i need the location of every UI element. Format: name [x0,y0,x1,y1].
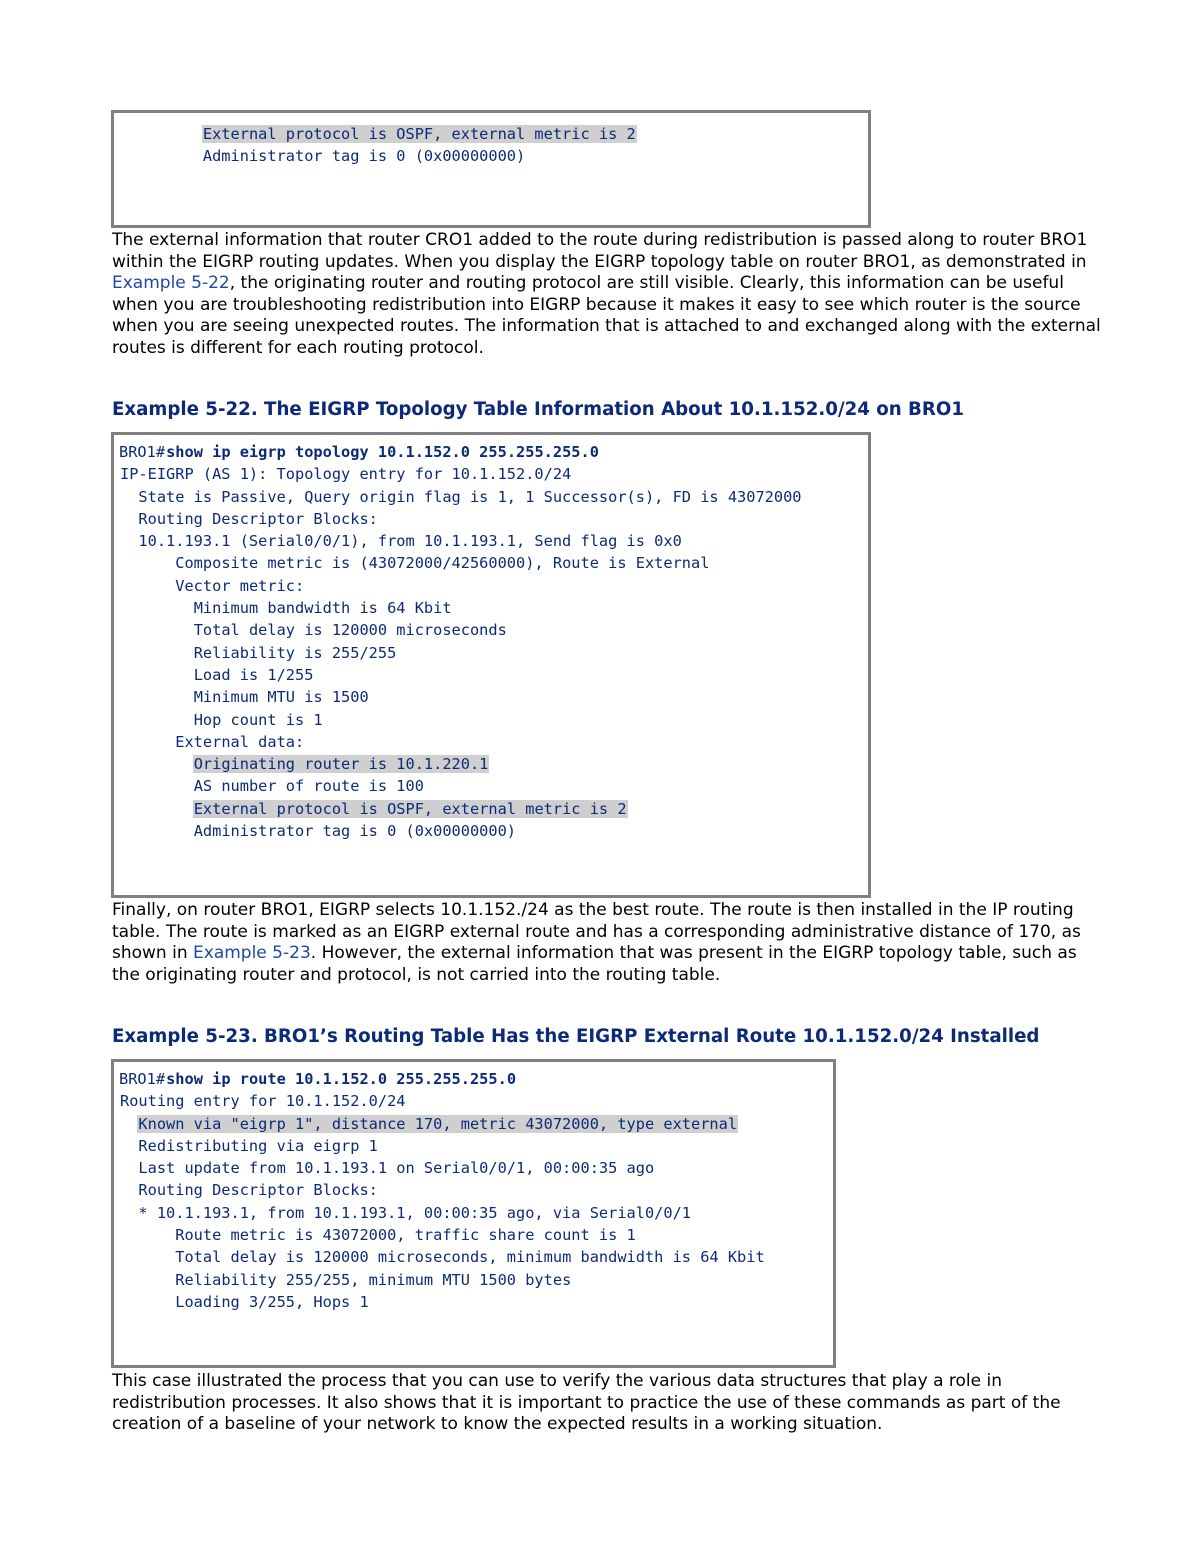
code-line [119,709,868,731]
highlighted-code-text: External protocol is OSPF, external metric is 2 [202,125,636,143]
code-line [119,1157,833,1179]
paragraph-text: , the originating router and routing protocol are still visible. Clearly, this information can be useful when you are troubleshooting redistribution into EIGRP because it makes it easy to see which router is the source when you are seeing unexpected routes. The information that is attached to and exchanged along with the external routes is different for each routing protocol. [112,273,1101,358]
code-line [119,1179,833,1201]
command-line [119,441,868,463]
command-line [119,1068,833,1090]
prompt: BRO1# [119,1070,166,1088]
code-line [119,664,868,686]
code-text: Administrator tag is 0 (0x00000000) [202,147,526,166]
code-text: Route metric is 43072000, traffic share count is 1 [175,1226,636,1245]
code-text: Load is 1/255 [193,665,314,684]
code-text: AS number of route is 100 [193,777,424,796]
code-text: Hop count is 1 [193,710,323,729]
code-line [119,686,868,708]
highlighted-code-text: External protocol is OSPF, external metric is 2 [193,799,627,818]
highlighted-code-text: Originating router is 10.1.220.1 [193,755,489,774]
code-line [119,123,868,145]
code-line [119,463,868,485]
code-text: Total delay is 120000 microseconds, minimum bandwidth is 64 Kbit [175,1248,765,1267]
code-line [119,508,868,530]
code-line [119,1202,833,1224]
code-text: Minimum MTU is 1500 [193,688,369,707]
code-line [119,575,868,597]
body-paragraph: This case illustrated the process that you can use to verify the various data structures that play a role in redistribution processes. It also shows that it is important to practice the use of these commands as part of the creation of a baseline of your network to know the expected results in a working situation. [112,1371,1061,1435]
body-paragraph [112,230,1102,360]
code-text: Routing entry for 10.1.152.0/24 [120,1092,406,1111]
code-line [119,820,868,842]
code-line [119,552,868,574]
paragraph-text: Finally, on router BRO1, EIGRP selects 10.1.152./24 as the best route. The route is then installed in the IP routing table. The route is marked as an EIGRP external route and has a corresponding administrative distance of 170, as shown in [112,900,1081,964]
example-title: Example 5-22. The EIGRP Topology Table Information About 10.1.152.0/24 on BRO1 [112,399,964,420]
code-line [119,530,868,552]
code-text: Routing Descriptor Blocks: [138,1181,378,1200]
prompt: BRO1# [119,443,166,461]
code-line [119,642,868,664]
code-text: IP-EIGRP (AS 1): Topology entry for 10.1.152.0/24 [120,465,572,484]
code-text: Reliability is 255/255 [193,643,397,662]
command-text: show ip route 10.1.152.0 255.255.255.0 [166,1070,517,1088]
code-line [119,486,868,508]
example-5-23-link[interactable]: Example 5-23 [193,943,311,964]
code-text: External data: [175,732,305,751]
code-text: Redistributing via eigrp 1 [138,1136,378,1155]
code-listing-example-5-22 [111,432,871,898]
code-line [119,1246,833,1268]
code-text: Total delay is 120000 microseconds [193,621,507,640]
code-text: Routing Descriptor Blocks: [138,509,378,528]
code-listing-example-5-23 [111,1059,836,1368]
example-title: Example 5-23. BRO1’s Routing Table Has the EIGRP External Route 10.1.152.0/24 Installed [112,1026,1040,1047]
paragraph-text: . However, the external information that was present in the EIGRP topology table, such as the originating router and protocol, is not carried into the routing table. [112,943,1077,985]
code-text: 10.1.193.1 (Serial0/0/1), from 10.1.193.1, Send flag is 0x0 [138,532,682,551]
code-line [119,798,868,820]
code-text: Reliability 255/255, minimum MTU 1500 bytes [175,1270,572,1289]
code-line [119,1224,833,1246]
paragraph-text: The external information that router CRO1 added to the route during redistribution is passed along to router BRO1 within the EIGRP routing updates. When you display the EIGRP topology table on router BRO1, as demonstrated in [112,230,1088,272]
code-line [119,753,868,775]
code-text: State is Passive, Query origin flag is 1, 1 Successor(s), FD is 43072000 [138,487,802,506]
code-text: Minimum bandwidth is 64 Kbit [193,599,452,618]
code-line [119,1113,833,1135]
code-text: Administrator tag is 0 (0x00000000) [193,822,517,841]
code-line [119,597,868,619]
code-text: Vector metric: [175,576,305,595]
code-text: * 10.1.193.1, from 10.1.193.1, 00:00:35 ago, via Serial0/0/1 [138,1203,691,1222]
code-line [119,145,868,167]
example-5-22-link[interactable]: Example 5-22 [112,273,230,294]
code-text: Last update from 10.1.193.1 on Serial0/0/1, 00:00:35 ago [138,1159,655,1178]
code-text: Loading 3/255, Hops 1 [175,1292,369,1311]
code-text: Composite metric is (43072000/42560000), Route is External [175,554,710,573]
code-line [119,1291,833,1313]
highlighted-code-text: Known via "eigrp 1", distance 170, metric 43072000, type external [138,1114,738,1133]
code-line [119,1135,833,1157]
body-paragraph [112,900,1102,986]
code-line [119,731,868,753]
code-line [119,775,868,797]
code-listing-continuation [111,110,871,228]
code-line [119,1269,833,1291]
command-text: show ip eigrp topology 10.1.152.0 255.255.255.0 [166,443,599,461]
code-line [119,1090,833,1112]
code-line [119,619,868,641]
